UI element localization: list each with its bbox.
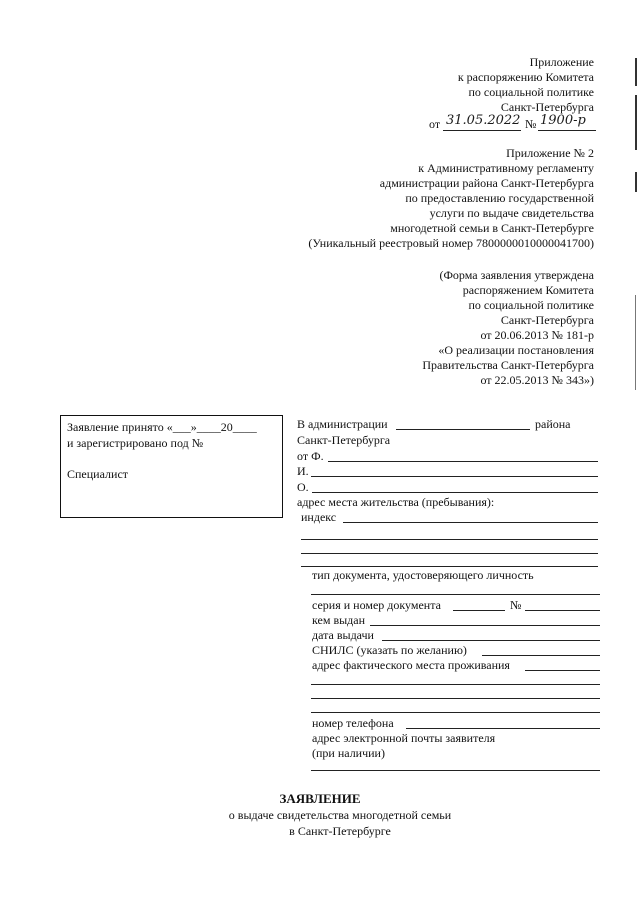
actual-address-field-line3[interactable] — [311, 698, 600, 699]
snils-label: СНИЛС (указать по желанию) — [312, 643, 467, 657]
scan-edge-mark — [635, 295, 636, 390]
address-field-line1[interactable] — [301, 539, 598, 540]
issued-by-label: кем выдан — [312, 613, 366, 627]
doc-type-field[interactable] — [311, 594, 600, 595]
application-subtitle-line2: в Санкт-Петербурге — [289, 824, 391, 838]
order-number-handwritten: 1900-р — [540, 113, 586, 128]
order-number-underline — [538, 130, 596, 131]
name-field[interactable] — [311, 476, 598, 477]
doc-type-label: тип документа, удостоверяющего личность — [312, 568, 534, 582]
form-note-line7: Правительства Санкт-Петербурга — [422, 358, 594, 372]
appendix2-label: Приложение № 2 — [506, 146, 594, 160]
actual-address-label: адрес фактического места проживания — [312, 658, 510, 672]
residence-address-label: адрес места жительства (пребывания): — [297, 495, 495, 509]
email-field[interactable] — [311, 770, 600, 771]
form-note-line1: (Форма заявления утверждена — [439, 268, 594, 282]
admin-city: Санкт-Петербурга — [297, 433, 391, 447]
form-note-line5: от 20.06.2013 № 181-р — [480, 328, 594, 342]
admin-prefix: В администрации — [297, 417, 388, 431]
snils-field[interactable] — [482, 655, 600, 656]
email-note: (при наличии) — [312, 746, 385, 760]
form-note-line2: распоряжением Комитета — [462, 283, 594, 297]
order-number-prefix: № — [525, 117, 537, 131]
form-note-line6: «О реализации постановления — [438, 343, 594, 357]
appendix2-service-line: услуги по выдаче свидетельства — [429, 206, 594, 220]
appendix2-registry-number: (Уникальный реестровый номер 7800000010000041700) — [308, 236, 594, 250]
application-title: ЗАЯВЛЕНИЕ — [279, 791, 361, 806]
address-field-line2[interactable] — [301, 553, 598, 554]
reg-specialist-text: Специалист — [67, 467, 129, 481]
index-label: индекс — [301, 510, 337, 524]
phone-field[interactable] — [406, 728, 600, 729]
order-appendix-label: Приложение — [529, 55, 594, 69]
form-note-line3: по социальной политике — [468, 298, 594, 312]
scan-edge-mark — [635, 95, 637, 150]
admin-district-field[interactable] — [396, 429, 530, 430]
appendix2-family-line: многодетной семьи в Санкт-Петербурге — [390, 221, 594, 235]
scan-edge-mark — [635, 172, 637, 192]
phone-label: номер телефона — [312, 716, 394, 730]
form-note-line8: от 22.05.2013 № 343») — [480, 373, 594, 387]
patronymic-field[interactable] — [312, 492, 598, 493]
appendix2-admin-line: администрации района Санкт-Петербурга — [379, 176, 594, 190]
appendix2-provision-line: по предоставлению государственной — [405, 191, 594, 205]
order-city-line: Санкт-Петербурга — [500, 100, 594, 114]
order-committee-line: к распоряжению Комитета — [457, 70, 594, 84]
actual-address-field-line4[interactable] — [311, 712, 600, 713]
surname-field[interactable] — [328, 461, 598, 462]
form-note-line4: Санкт-Петербурга — [500, 313, 594, 327]
issue-date-label: дата выдачи — [312, 628, 374, 642]
name-label: И. — [297, 464, 309, 478]
reg-registered-text: и зарегистрировано под № — [67, 436, 204, 450]
issued-by-field[interactable] — [370, 625, 600, 626]
doc-series-field[interactable] — [453, 610, 505, 611]
order-date-handwritten: 31.05.2022 — [446, 113, 521, 128]
index-field[interactable] — [343, 522, 598, 523]
actual-address-field-line2[interactable] — [311, 684, 600, 685]
issue-date-field[interactable] — [382, 640, 600, 641]
doc-number-sign: № — [510, 598, 522, 612]
reg-accepted-text: Заявление принято «___»____20____ — [67, 420, 257, 434]
admin-suffix: района — [535, 417, 571, 431]
order-policy-line: по социальной политике — [468, 85, 594, 99]
patronymic-label: О. — [297, 480, 309, 494]
appendix2-regulation-line: к Административному регламенту — [418, 161, 594, 175]
actual-address-field-line1[interactable] — [525, 670, 600, 671]
order-date-prefix: от — [429, 117, 441, 131]
email-label: адрес электронной почты заявителя — [312, 731, 496, 745]
address-field-line3[interactable] — [301, 566, 598, 567]
doc-series-label: серия и номер документа — [312, 598, 441, 612]
order-date-underline — [443, 130, 521, 131]
application-subtitle-line1: о выдаче свидетельства многодетной семьи — [228, 808, 452, 822]
doc-number-field[interactable] — [525, 610, 600, 611]
scan-edge-mark — [635, 58, 637, 86]
surname-label: от Ф. — [297, 449, 324, 463]
